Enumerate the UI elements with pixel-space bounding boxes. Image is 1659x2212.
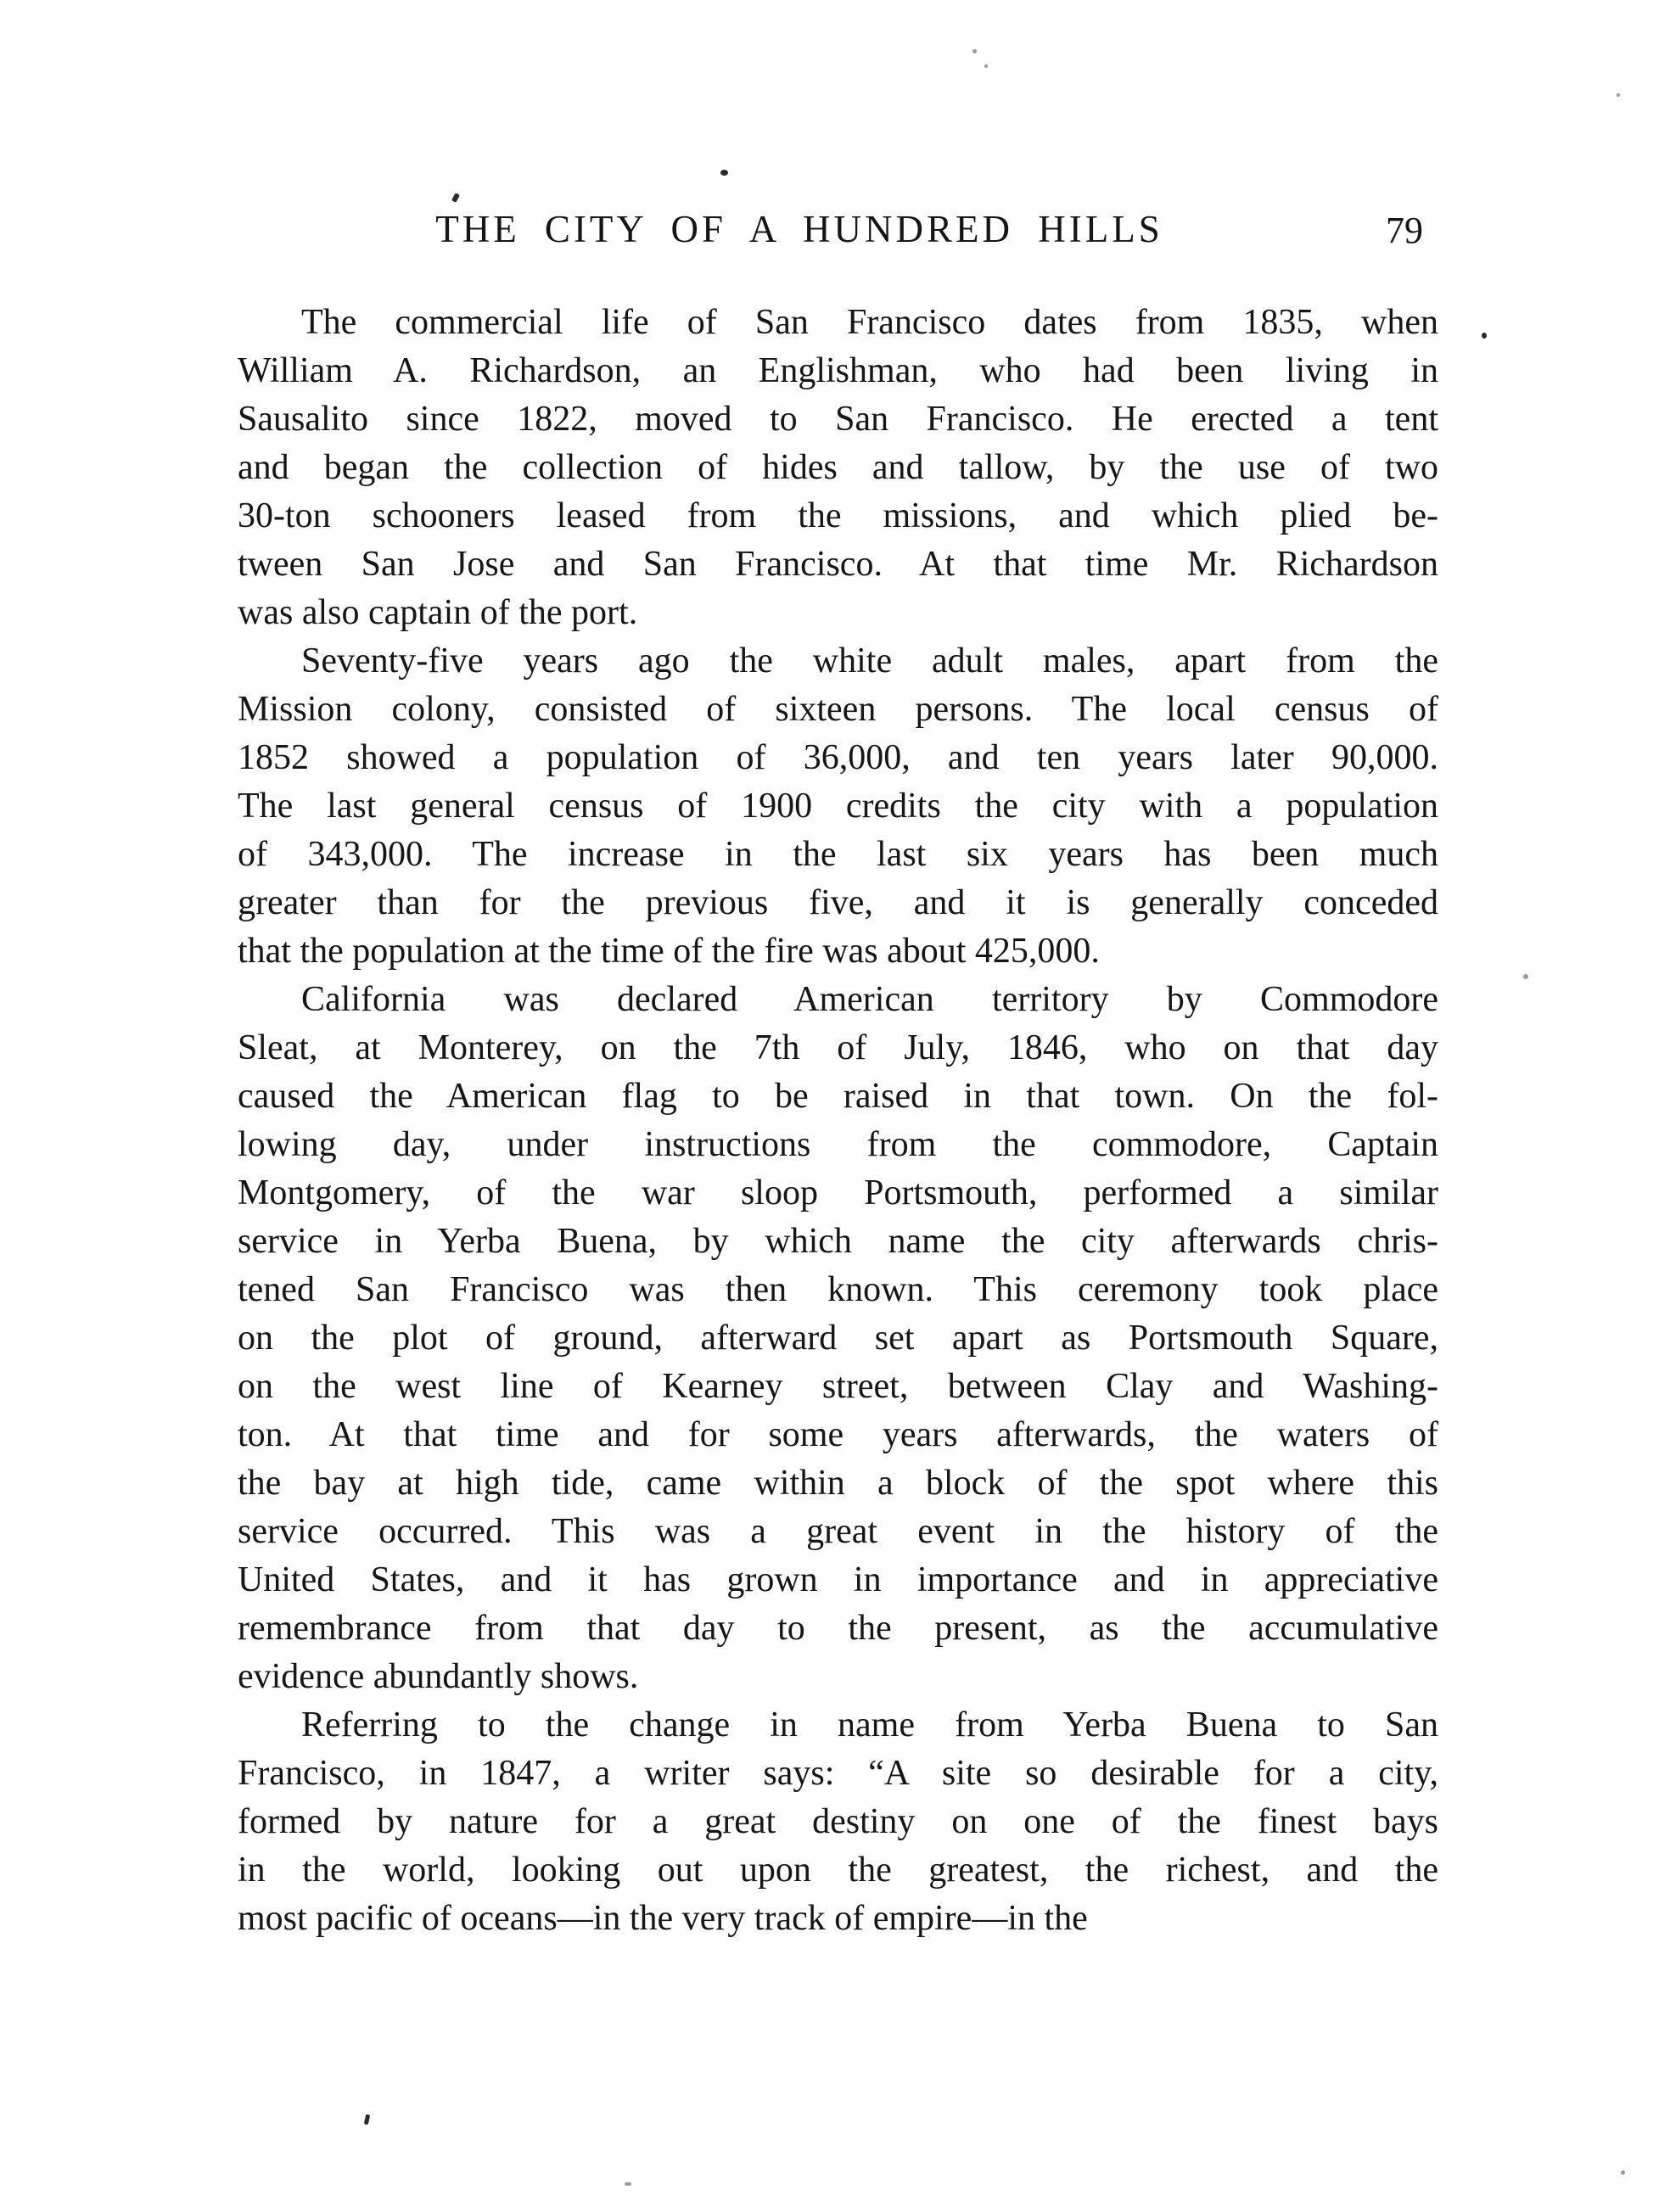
text-line: Sausalito since 1822, moved to San Francisco. He erected a tent bbox=[238, 400, 1438, 439]
text-line: ton. At that time and for some years afterwards, the waters of bbox=[238, 1415, 1438, 1454]
text-line: Referring to the change in name from Yerba Buena to San bbox=[301, 1705, 1438, 1744]
text-line: Sleat, at Monterey, on the 7th of July, 1846, who on that day bbox=[238, 1028, 1438, 1067]
text-line: William A. Richardson, an Englishman, who had been living in bbox=[238, 351, 1438, 390]
running-head bbox=[238, 210, 1438, 255]
text-line: tween San Jose and San Francisco. At that time Mr. Richardson bbox=[238, 545, 1438, 584]
scan-speck bbox=[972, 49, 977, 53]
text-line: Mission colony, consisted of sixteen persons. The local census of bbox=[238, 690, 1438, 729]
scan-speck bbox=[364, 2114, 370, 2125]
text-line: 30-ton schooners leased from the missions, and which plied be- bbox=[238, 496, 1438, 535]
text-line: Montgomery, of the war sloop Portsmouth, performed a similar bbox=[238, 1173, 1438, 1212]
page-number: 79 bbox=[1386, 210, 1423, 251]
text-line: service in Yerba Buena, by which name the city afterwards chris- bbox=[238, 1222, 1438, 1261]
scan-speck bbox=[1482, 333, 1487, 339]
page-title: THE CITY OF A HUNDRED HILLS bbox=[435, 208, 1163, 250]
paragraph bbox=[238, 299, 1438, 637]
text-line: most pacific of oceans—in the very track of empire—in the bbox=[238, 1899, 1088, 1938]
scan-speck bbox=[984, 64, 988, 68]
scan-speck bbox=[1617, 93, 1620, 97]
text-line: 1852 showed a population of 36,000, and ten years later 90,000. bbox=[238, 738, 1438, 777]
text-line: California was declared American territory by Commodore bbox=[301, 980, 1438, 1019]
text-line: service occurred. This was a great event in the history of the bbox=[238, 1512, 1438, 1551]
scan-speck bbox=[1523, 974, 1528, 979]
text-line: of 343,000. The increase in the last six years has been much bbox=[238, 835, 1438, 874]
text-line: on the west line of Kearney street, between Clay and Washing- bbox=[238, 1367, 1438, 1406]
text-line: the bay at high tide, came within a block of the spot where this bbox=[238, 1464, 1438, 1503]
paragraph bbox=[238, 1701, 1438, 1943]
scan-speck bbox=[625, 2182, 631, 2186]
text-line: on the plot of ground, afterward set apart as Portsmouth Square, bbox=[238, 1319, 1438, 1358]
text-line: was also captain of the port. bbox=[238, 593, 638, 632]
text-block bbox=[238, 299, 1438, 1943]
scan-speck bbox=[451, 193, 460, 203]
text-line: United States, and it has grown in importance and in appreciative bbox=[238, 1560, 1438, 1599]
text-line: The commercial life of San Francisco dates from 1835, when bbox=[301, 303, 1438, 342]
paragraph bbox=[238, 976, 1438, 1701]
text-line: Seventy-five years ago the white adult males, apart from the bbox=[301, 641, 1438, 680]
paragraph bbox=[238, 637, 1438, 976]
text-line: Francisco, in 1847, a writer says: “A site so desirable for a city, bbox=[238, 1754, 1438, 1793]
text-line: tened San Francisco was then known. This ceremony took place bbox=[238, 1270, 1438, 1309]
scan-speck bbox=[1621, 2170, 1625, 2175]
text-line: evidence abundantly shows. bbox=[238, 1657, 639, 1696]
scan-speck bbox=[720, 170, 728, 176]
text-line: that the population at the time of the fire was about 425,000. bbox=[238, 932, 1100, 971]
text-line: and began the collection of hides and tallow, by the use of two bbox=[238, 448, 1438, 487]
text-line: lowing day, under instructions from the commodore, Captain bbox=[238, 1125, 1438, 1164]
text-line: greater than for the previous five, and it is generally conceded bbox=[238, 883, 1438, 922]
text-line: in the world, looking out upon the greatest, the richest, and the bbox=[238, 1851, 1438, 1890]
text-line: The last general census of 1900 credits the city with a population bbox=[238, 787, 1438, 826]
text-line: remembrance from that day to the present, as the accumulative bbox=[238, 1609, 1438, 1648]
text-line: formed by nature for a great destiny on one of the finest bays bbox=[238, 1802, 1438, 1841]
text-line: caused the American flag to be raised in that town. On the fol- bbox=[238, 1077, 1438, 1116]
